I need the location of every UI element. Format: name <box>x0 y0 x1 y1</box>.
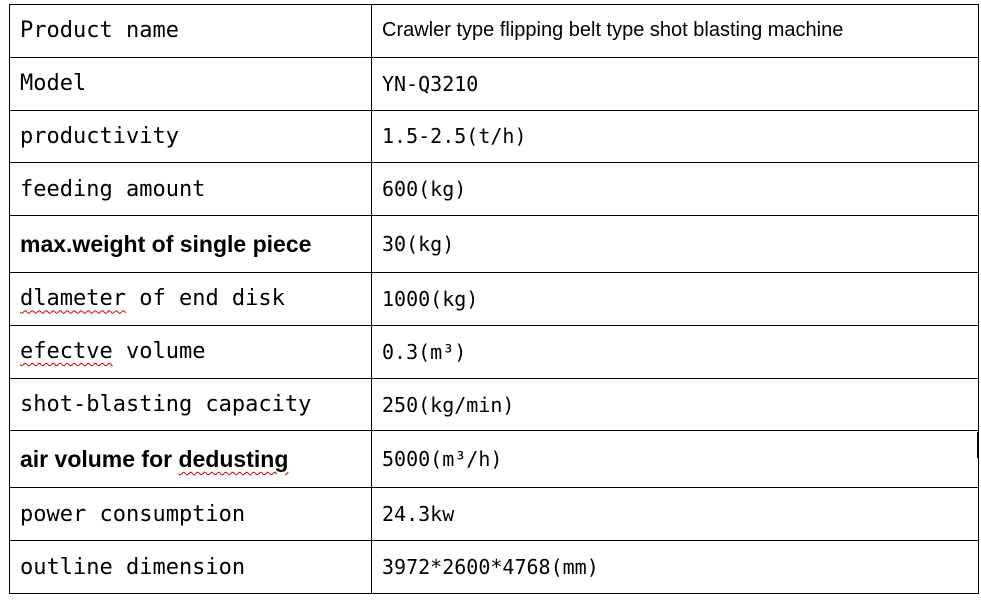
spellcheck-word: dedusting <box>178 445 289 472</box>
row-label-max-weight: max.weight of single piece <box>10 216 372 273</box>
row-label-feeding-amount: feeding amount <box>10 163 372 216</box>
row-value-model: YN-Q3210 <box>372 57 979 110</box>
table-row <box>10 57 979 110</box>
spellcheck-word: efectve <box>20 339 113 365</box>
table-edge-mark <box>977 432 979 458</box>
row-label-productivity: productivity <box>10 110 372 163</box>
label-text: of end disk <box>125 286 285 312</box>
table-row <box>10 541 979 594</box>
row-label-power-consumption: power consumption <box>10 488 372 541</box>
row-value-feeding-amount: 600(kg) <box>372 163 979 216</box>
row-value-air-volume: 5000(m³/h) <box>372 431 979 488</box>
row-label-shot-blasting-capacity: shot-blasting capacity <box>10 378 372 431</box>
row-value-diameter: 1000(kg) <box>372 273 979 326</box>
table-row <box>10 378 979 431</box>
row-label-diameter <box>10 273 372 326</box>
row-label-air-volume <box>10 431 372 488</box>
row-value-power-consumption: 24.3kw <box>372 488 979 541</box>
row-label-outline-dimension: outline dimension <box>10 541 372 594</box>
row-value-product-name: Crawler type flipping belt type shot blasting machine <box>372 5 979 58</box>
row-value-effective-volume: 0.3(m³) <box>372 325 979 378</box>
row-label-model: Model <box>10 57 372 110</box>
table-row <box>10 431 979 488</box>
spec-table <box>9 4 979 594</box>
row-value-outline-dimension: 3972*2600*4768(mm) <box>372 541 979 594</box>
row-value-productivity: 1.5-2.5(t/h) <box>372 110 979 163</box>
row-label-product-name: Product name <box>10 5 372 58</box>
table-row <box>10 325 979 378</box>
table-row <box>10 5 979 58</box>
row-value-max-weight: 30(kg) <box>372 216 979 273</box>
table-row <box>10 488 979 541</box>
table-row <box>10 273 979 326</box>
table-row <box>10 216 979 273</box>
spellcheck-word: dlameter <box>20 286 126 312</box>
label-text: volume <box>112 339 206 365</box>
row-value-shot-blasting-capacity: 250(kg/min) <box>372 378 979 431</box>
row-label-effective-volume <box>10 325 372 378</box>
label-text: air volume for <box>20 445 179 472</box>
table-row <box>10 163 979 216</box>
table-row <box>10 110 979 163</box>
